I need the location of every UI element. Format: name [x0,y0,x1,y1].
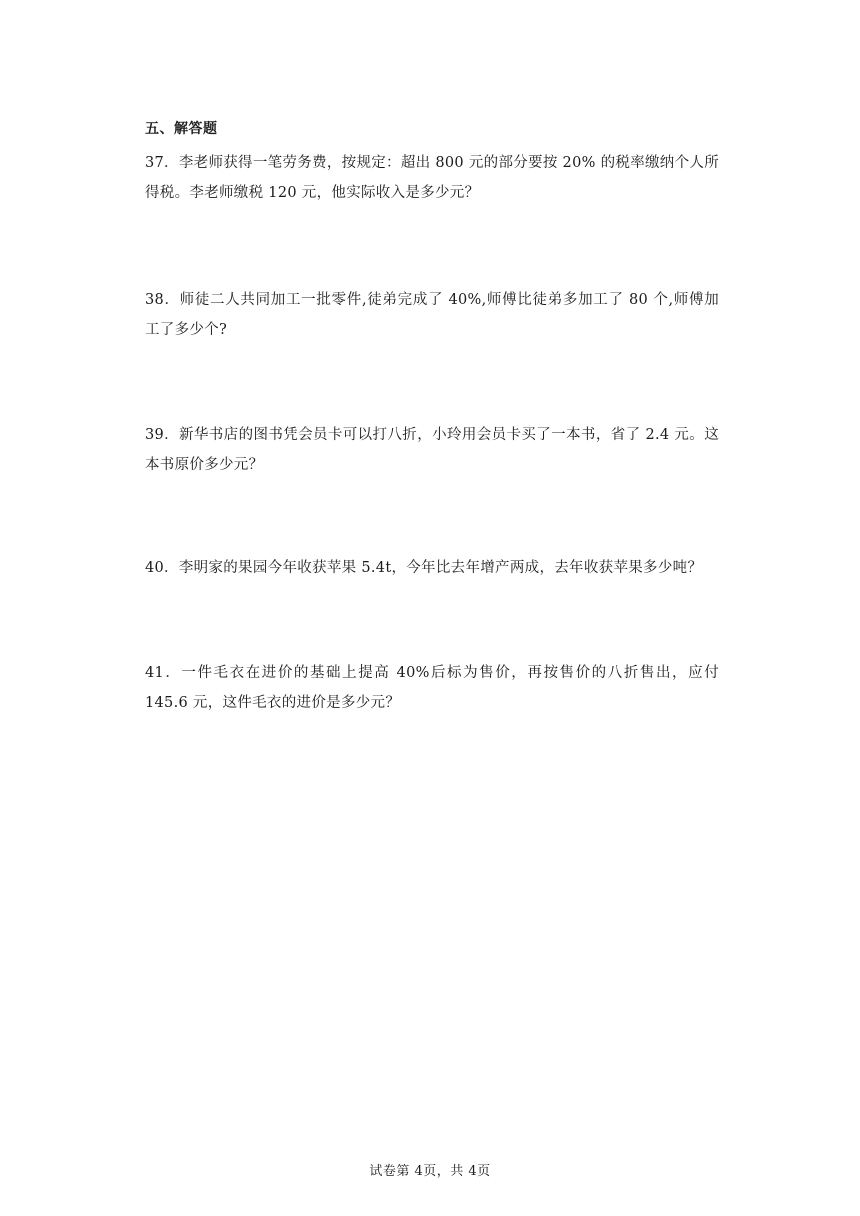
question-41: 41．一件毛衣在进价的基础上提高 40%后标为售价，再按售价的八折售出，应付 145.6 元，这件毛衣的进价是多少元？ [145,665,719,711]
question-40: 40．李明家的果园今年收获苹果 5.4t，今年比去年增产两成，去年收获苹果多少吨？ [145,560,703,576]
question-39: 39．新华书店的图书凭会员卡可以打八折，小玲用会员卡买了一本书，省了 2.4 元。这本书原价多少元？ [145,427,719,473]
question-38: 38．师徒二人共同加工一批零件,徒弟完成了 40%,师傅比徒弟多加工了 80 个,师傅加工了多少个? [145,292,719,338]
question-37: 37．李老师获得一笔劳务费，按规定：超出 800 元的部分要按 20% 的税率缴纳个人所得税。李老师缴税 120 元，他实际收入是多少元？ [145,155,719,201]
section-title: 五、解答题 [145,121,218,137]
page-footer: 试卷第 4页，共 4页 [369,1164,491,1179]
